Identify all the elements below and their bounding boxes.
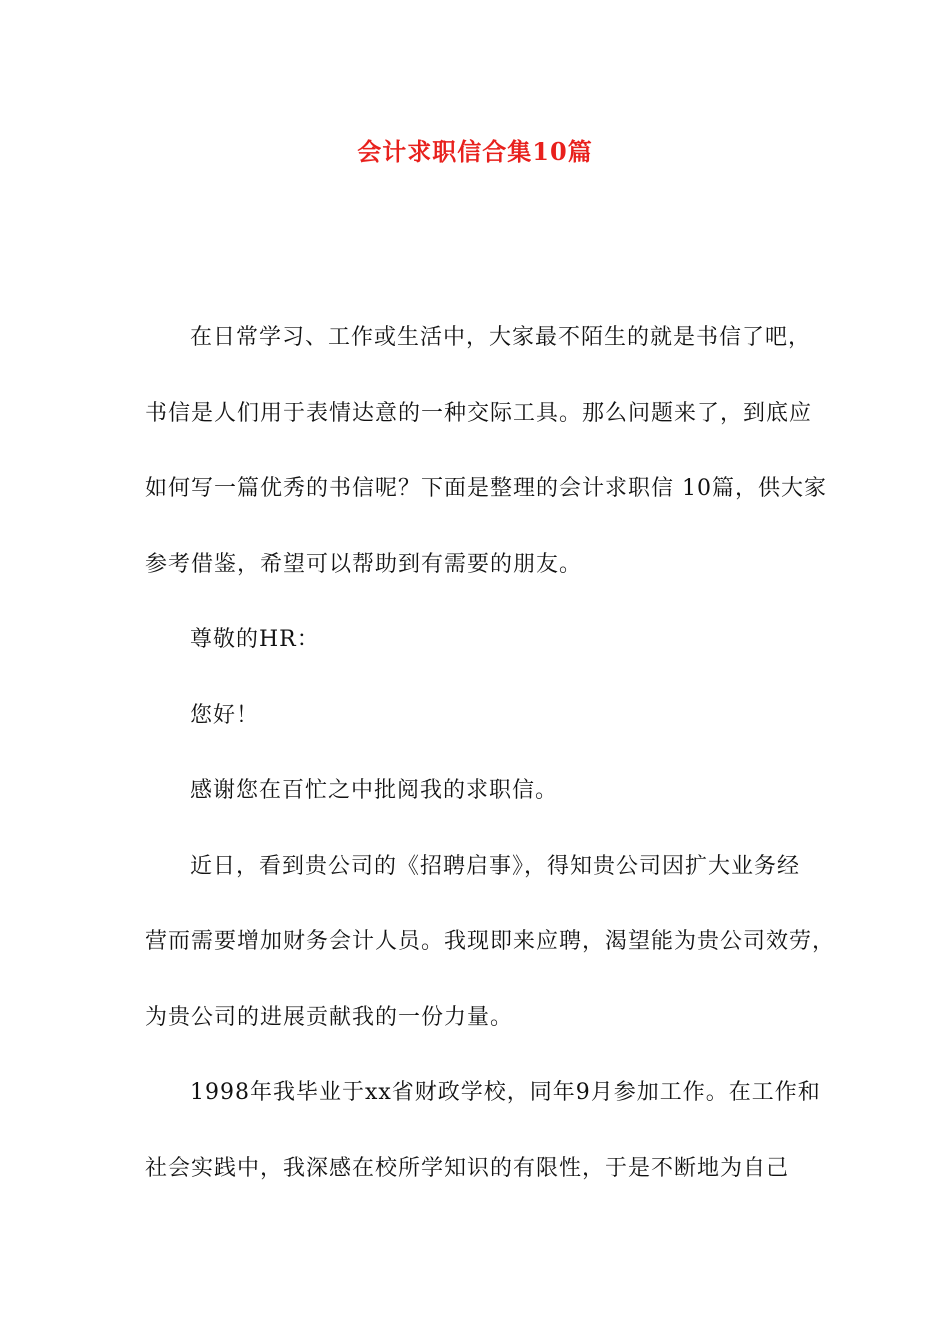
paragraph-line: 参考借鉴，希望可以帮助到有需要的朋友。 — [145, 551, 583, 577]
paragraph-line: 近日，看到贵公司的《招聘启事》，得知贵公司因扩大业务经 — [190, 853, 801, 879]
document-body — [145, 318, 835, 1224]
paragraph-line: 如何写一篇优秀的书信呢？下面是整理的会计求职信 10篇，供大家 — [145, 476, 827, 501]
paragraph-line: 感谢您在百忙之中批阅我的求职信。 — [190, 778, 559, 803]
paragraph-line: 为贵公司的进展贡献我的一份力量。 — [145, 1004, 514, 1030]
paragraph-line: 在日常学习、工作或生活中，大家最不陌生的就是书信了吧， — [190, 325, 812, 350]
paragraph-line: 1998年我毕业于xx省财政学校，同年9月参加工作。在工作和 — [190, 1080, 821, 1105]
document-title: 会计求职信合集10篇 — [357, 137, 593, 166]
paragraph-line: 社会实践中，我深感在校所学知识的有限性，于是不断地为自己 — [145, 1155, 790, 1181]
greeting: 您好！ — [190, 702, 260, 728]
paragraph-line: 书信是人们用于表情达意的一种交际工具。那么问题来了，到底应 — [145, 400, 813, 426]
paragraph-line: 营而需要增加财务会计人员。我现即来应聘，渴望能为贵公司效劳， — [145, 929, 836, 954]
salutation: 尊敬的HR： — [190, 627, 320, 652]
